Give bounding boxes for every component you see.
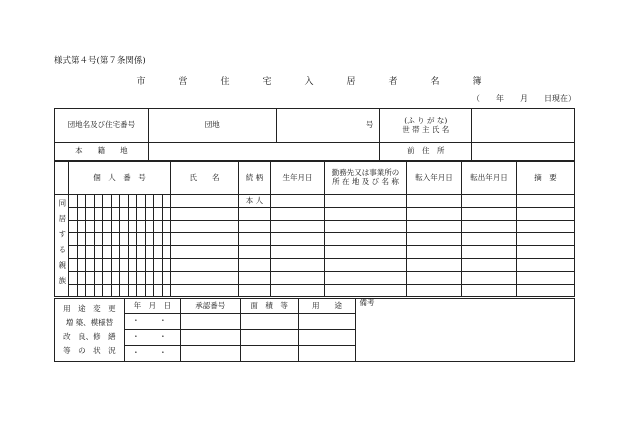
personal-number-digit[interactable] <box>69 246 78 259</box>
personal-number-digit[interactable] <box>103 258 112 271</box>
personal-number-digit[interactable] <box>162 207 171 220</box>
biko-label: 備考 <box>359 298 375 307</box>
personal-number-digit[interactable] <box>94 195 103 208</box>
kojin-header: 個 人 番 号 <box>69 162 171 195</box>
usage-header: 用 途 <box>298 299 356 314</box>
moveout-date-field[interactable] <box>462 258 517 271</box>
moveout-date-field[interactable] <box>462 271 517 284</box>
personal-number-digit[interactable] <box>86 207 95 220</box>
personal-number-digit[interactable] <box>111 284 120 297</box>
usage-field[interactable] <box>298 314 356 330</box>
personal-number-digit[interactable] <box>86 246 95 259</box>
birthdate-field[interactable] <box>271 195 325 208</box>
approval-number-field[interactable] <box>180 346 240 362</box>
personal-number-digit[interactable] <box>162 195 171 208</box>
birth-header: 生年月日 <box>271 162 325 195</box>
personal-number-digit[interactable] <box>86 271 95 284</box>
personal-number-digit[interactable] <box>69 284 78 297</box>
as-of-date: （ 年 月 日現在） <box>472 94 576 103</box>
householder-name-field[interactable] <box>472 109 575 143</box>
birthdate-field[interactable] <box>271 207 325 220</box>
personal-number-digit[interactable] <box>111 246 120 259</box>
personal-number-digit[interactable] <box>103 284 112 297</box>
personal-number-digit[interactable] <box>86 233 95 246</box>
birthdate-field[interactable] <box>271 258 325 271</box>
birthdate-field[interactable] <box>271 233 325 246</box>
change-date-field[interactable]: ・ ・ <box>124 330 180 346</box>
personal-number-digit[interactable] <box>145 246 154 259</box>
personal-number-digit[interactable] <box>137 195 146 208</box>
personal-number-digit[interactable] <box>137 258 146 271</box>
relation-field[interactable] <box>239 271 271 284</box>
personal-number-digit[interactable] <box>94 220 103 233</box>
movein-date-field[interactable] <box>407 246 462 259</box>
change-label-line-2: 増 築、模様替 <box>65 317 114 327</box>
personal-number-digit[interactable] <box>145 207 154 220</box>
personal-number-digit[interactable] <box>162 271 171 284</box>
notes-header: 摘 要 <box>517 162 575 195</box>
personal-number-digit[interactable] <box>137 207 146 220</box>
furigana-label: (ふ り が な) <box>404 115 448 125</box>
member-name-field[interactable] <box>171 284 239 297</box>
personal-number-digit[interactable] <box>120 284 129 297</box>
notes-field[interactable] <box>517 246 575 259</box>
moveout-date-field[interactable] <box>462 195 517 208</box>
movein-date-field[interactable] <box>407 271 462 284</box>
personal-number-digit[interactable] <box>128 284 137 297</box>
personal-number-digit[interactable] <box>154 233 163 246</box>
workplace-field[interactable] <box>325 246 407 259</box>
personal-number-digit[interactable] <box>103 195 112 208</box>
personal-number-digit[interactable] <box>111 195 120 208</box>
personal-number-digit[interactable] <box>86 284 95 297</box>
personal-number-digit[interactable] <box>154 271 163 284</box>
notes-field[interactable] <box>517 271 575 284</box>
personal-number-digit[interactable] <box>154 207 163 220</box>
member-name-field[interactable] <box>171 233 239 246</box>
work-header <box>325 162 407 195</box>
personal-number-digit[interactable] <box>94 284 103 297</box>
member-name-field[interactable] <box>171 246 239 259</box>
change-label-line-1: 用 途 変 更 <box>63 303 116 313</box>
personal-number-digit[interactable] <box>103 271 112 284</box>
area-field[interactable] <box>240 314 298 330</box>
personal-number-digit[interactable] <box>77 246 86 259</box>
form-number: 様式第４号(第７条関係) <box>54 56 146 66</box>
personal-number-digit[interactable] <box>94 271 103 284</box>
relation-field[interactable] <box>239 207 271 220</box>
workplace-field[interactable] <box>325 195 407 208</box>
birthdate-field[interactable] <box>271 220 325 233</box>
personal-number-digit[interactable] <box>145 233 154 246</box>
personal-number-digit[interactable] <box>94 207 103 220</box>
work-header-line2: 所 在 地 及 び 名 称 <box>332 177 399 186</box>
workplace-field[interactable] <box>325 271 407 284</box>
personal-number-digit[interactable] <box>94 258 103 271</box>
personal-number-digit[interactable] <box>77 271 86 284</box>
change-date-field[interactable]: ・ ・ <box>124 346 180 362</box>
workplace-field[interactable] <box>325 220 407 233</box>
personal-number-digit[interactable] <box>120 195 129 208</box>
personal-number-digit[interactable] <box>137 271 146 284</box>
moveout-date-field[interactable] <box>462 207 517 220</box>
movein-date-field[interactable] <box>407 207 462 220</box>
birthdate-field[interactable] <box>271 246 325 259</box>
personal-number-digit[interactable] <box>77 195 86 208</box>
workplace-field[interactable] <box>325 258 407 271</box>
notes-field[interactable] <box>517 207 575 220</box>
notes-field[interactable] <box>517 233 575 246</box>
member-name-field[interactable] <box>171 271 239 284</box>
personal-number-digit[interactable] <box>120 258 129 271</box>
birthdate-field[interactable] <box>271 271 325 284</box>
form-title: 市 営 住 宅 入 居 者 名 簿 <box>136 77 494 87</box>
personal-number-digit[interactable] <box>69 220 78 233</box>
moveout-date-field[interactable] <box>462 284 517 297</box>
change-label <box>55 299 125 362</box>
honnin-label: 本 人 <box>245 195 264 205</box>
personal-number-digit[interactable] <box>111 233 120 246</box>
zenjusho-label: 前 住 所 <box>380 143 472 161</box>
change-date-field[interactable]: ・ ・ <box>124 314 180 330</box>
personal-number-digit[interactable] <box>145 220 154 233</box>
personal-number-digit[interactable] <box>69 233 78 246</box>
relation-field[interactable] <box>239 258 271 271</box>
personal-number-digit[interactable] <box>86 258 95 271</box>
area-field[interactable] <box>240 346 298 362</box>
movein-date-field[interactable] <box>407 233 462 246</box>
personal-number-digit[interactable] <box>69 258 78 271</box>
workplace-field[interactable] <box>325 207 407 220</box>
personal-number-digit[interactable] <box>94 246 103 259</box>
biko-cell[interactable] <box>356 299 575 362</box>
moveout-date-field[interactable] <box>462 246 517 259</box>
personal-number-digit[interactable] <box>128 233 137 246</box>
personal-number-digit[interactable] <box>120 271 129 284</box>
personal-number-digit[interactable] <box>145 258 154 271</box>
honseki-field[interactable] <box>148 143 380 161</box>
change-label-line-4: 等 の 状 況 <box>63 346 116 356</box>
personal-number-digit[interactable] <box>137 284 146 297</box>
personal-number-digit[interactable] <box>154 195 163 208</box>
personal-number-digit[interactable] <box>128 271 137 284</box>
personal-number-digit[interactable] <box>120 207 129 220</box>
zokugara-header: 続 柄 <box>239 162 271 195</box>
relation-field[interactable] <box>239 246 271 259</box>
personal-number-digit[interactable] <box>94 233 103 246</box>
personal-number-digit[interactable] <box>77 233 86 246</box>
moveout-date-field[interactable] <box>462 233 517 246</box>
approval-number-field[interactable] <box>180 330 240 346</box>
movein-date-field[interactable] <box>407 220 462 233</box>
personal-number-digit[interactable] <box>162 284 171 297</box>
workplace-field[interactable] <box>325 233 407 246</box>
personal-number-digit[interactable] <box>69 207 78 220</box>
movein-header: 転入年月日 <box>407 162 462 195</box>
change-history-table <box>54 298 575 362</box>
honseki-label: 本 籍 地 <box>55 143 149 161</box>
danchi-label: 団地名及び住宅番号 <box>55 109 149 143</box>
moveout-date-field[interactable] <box>462 220 517 233</box>
member-name-field[interactable] <box>171 195 239 208</box>
personal-number-digit[interactable] <box>103 233 112 246</box>
personal-number-digit[interactable] <box>154 258 163 271</box>
usage-field[interactable] <box>298 346 356 362</box>
personal-number-digit[interactable] <box>137 233 146 246</box>
personal-number-digit[interactable] <box>103 220 112 233</box>
notes-field[interactable] <box>517 258 575 271</box>
danchi-cell: 団地 <box>148 109 276 143</box>
personal-number-digit[interactable] <box>145 284 154 297</box>
household-info-table <box>54 108 575 161</box>
personal-number-digit[interactable] <box>86 195 95 208</box>
personal-number-digit[interactable] <box>111 220 120 233</box>
personal-number-digit[interactable] <box>145 195 154 208</box>
personal-number-digit[interactable] <box>77 207 86 220</box>
personal-number-digit[interactable] <box>128 220 137 233</box>
relation-field[interactable] <box>239 220 271 233</box>
personal-number-digit[interactable] <box>69 271 78 284</box>
personal-number-digit[interactable] <box>77 258 86 271</box>
personal-number-digit[interactable] <box>145 271 154 284</box>
change-date-header: 年 月 日 <box>124 299 180 314</box>
approval-number-field[interactable] <box>180 314 240 330</box>
movein-date-field[interactable] <box>407 195 462 208</box>
personal-number-digit[interactable] <box>154 220 163 233</box>
relation-field[interactable] <box>239 284 271 297</box>
personal-number-digit[interactable] <box>120 233 129 246</box>
usage-field[interactable] <box>298 330 356 346</box>
personal-number-digit[interactable] <box>111 207 120 220</box>
personal-number-digit[interactable] <box>137 246 146 259</box>
change-label-line-3: 改 良、修 繕 <box>63 332 116 341</box>
movein-date-field[interactable] <box>407 284 462 297</box>
personal-number-digit[interactable] <box>77 284 86 297</box>
personal-number-digit[interactable] <box>162 246 171 259</box>
movein-date-field[interactable] <box>407 258 462 271</box>
family-side-label: 同居する親族 <box>55 195 69 297</box>
notes-field[interactable] <box>517 195 575 208</box>
go-cell: 号 <box>276 109 380 143</box>
side-spacer-header <box>55 162 69 195</box>
family-members-table <box>54 161 575 297</box>
personal-number-digit[interactable] <box>162 258 171 271</box>
work-header-line1: 勤務先又は事業所の <box>331 168 400 178</box>
personal-number-digit[interactable] <box>128 207 137 220</box>
personal-number-digit[interactable] <box>120 246 129 259</box>
member-name-field[interactable] <box>171 220 239 233</box>
personal-number-digit[interactable] <box>162 220 171 233</box>
personal-number-digit[interactable] <box>111 271 120 284</box>
personal-number-digit[interactable] <box>128 258 137 271</box>
householder-label <box>380 109 472 143</box>
personal-number-digit[interactable] <box>154 246 163 259</box>
member-name-field[interactable] <box>171 258 239 271</box>
notes-field[interactable] <box>517 284 575 297</box>
personal-number-digit[interactable] <box>103 207 112 220</box>
workplace-field[interactable] <box>325 284 407 297</box>
area-field[interactable] <box>240 330 298 346</box>
personal-number-digit[interactable] <box>86 220 95 233</box>
birthdate-field[interactable] <box>271 284 325 297</box>
personal-number-digit[interactable] <box>77 220 86 233</box>
personal-number-digit[interactable] <box>69 195 78 208</box>
personal-number-digit[interactable] <box>120 220 129 233</box>
personal-number-digit[interactable] <box>137 220 146 233</box>
personal-number-digit[interactable] <box>162 233 171 246</box>
relation-field[interactable] <box>239 233 271 246</box>
moveout-header: 転出年月日 <box>462 162 517 195</box>
personal-number-digit[interactable] <box>154 284 163 297</box>
member-name-field[interactable] <box>171 207 239 220</box>
relation-field[interactable] <box>239 195 271 208</box>
householder-name-label: 世 帯 主 氏 名 <box>402 124 450 134</box>
personal-number-digit[interactable] <box>111 258 120 271</box>
notes-field[interactable] <box>517 220 575 233</box>
approval-number-header: 承認番号 <box>180 299 240 314</box>
personal-number-digit[interactable] <box>103 246 112 259</box>
shimei-header: 氏 名 <box>171 162 239 195</box>
area-header: 面 積 等 <box>240 299 298 314</box>
personal-number-digit[interactable] <box>128 246 137 259</box>
personal-number-digit[interactable] <box>128 195 137 208</box>
zenjusho-field[interactable] <box>472 143 575 161</box>
